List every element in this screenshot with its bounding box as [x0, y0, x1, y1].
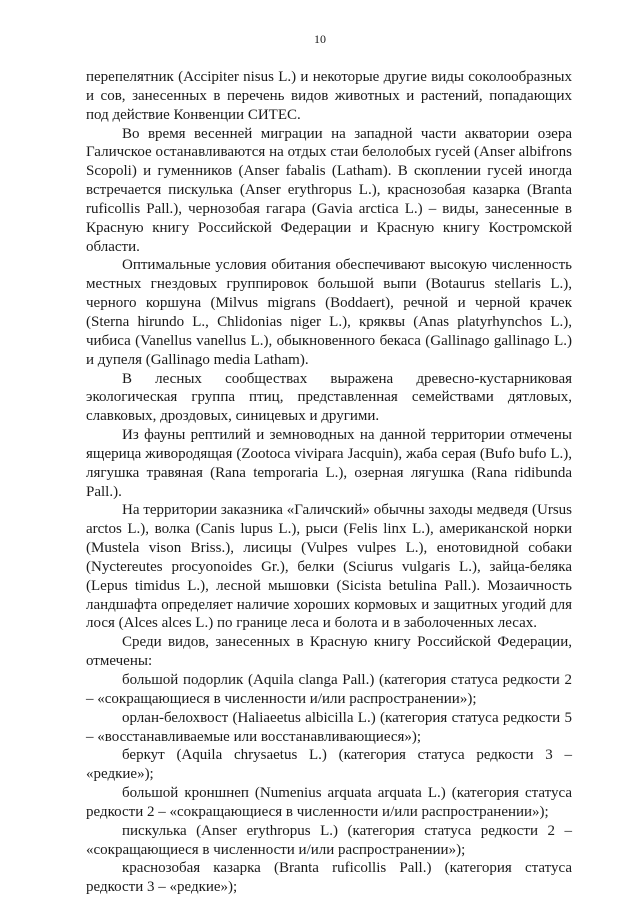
body-text — [86, 68, 572, 897]
list-item: большой кроншнеп (Numenius arquata arquata L.) (категория статуса редкости 2 – «сокращающиеся в численности и/или распространении»); — [86, 785, 572, 820]
paragraph: На территории заказника «Галичский» обычны заходы медведя (Ursus arctos L.), волка (Canis lupus L.), рыси (Felis linx L.), американской норки (Mustela vison Briss.), лисицы (Vulpes vulpes L.), енотовидной собаки (Nyctereutes procyonoides Gr.), белки (Sciurus vulgaris L.), зайца-беляка (Lepus timidus L.), лесной мышовки (Sicista betulina Pall.). Мозаичность ландшафта определяет наличие хороших кормовых и защитных угодий для лося (Alces alces L.) по границе леса и болота и в заболоченных лесах. — [86, 502, 572, 632]
list-item: большой подорлик (Aquila clanga Pall.) (категория статуса редкости 2 – «сокращающиеся в численности и/или распространении»); — [86, 672, 572, 707]
paragraph: Во время весенней миграции на западной части акватории озера Галичское останавливаются на отдых стаи белолобых гусей (Anser albifrons Scopoli) и гуменников (Anser fabalis (Latham). В скоплении гусей иногда встречается пискулька (Anser erythropus L.), краснозобая казарка (Branta ruficollis Pall.), чернозобая гагара (Gavia arctica L.) – виды, занесенные в Красную книгу Российской Федерации и Красную книгу Костромской области. — [86, 125, 572, 255]
paragraph: Среди видов, занесенных в Красную книгу Российской Федерации, отмечены: — [86, 634, 572, 670]
paragraph: Оптимальные условия обитания обеспечивают высокую численность местных гнездовых группировок большой выпи (Botaurus stellaris L.), черного коршуна (Milvus migrans (Boddaert), речной и черной крачек (Sterna hirundo L., Chlidonias niger L.), кряквы (Anas platyrhynchos L.), чибиса (Vanellus vanellus L.), обыкновенного бекаса (Gallinago gallinago L.) и дупеля (Gallinago media Latham). — [86, 257, 572, 368]
list-item: орлан-белохвост (Haliaeetus albicilla L.) (категория статуса редкости 5 – «восстанавливаемые или восстанавливающиеся»); — [86, 709, 572, 745]
list-item: пискулька (Anser erythropus L.) (категория статуса редкости 2 – «сокращающиеся в численности и/или распространении»); — [86, 822, 572, 858]
list-item: беркут (Aquila chrysaetus L.) (категория статуса редкости 3 – «редкие»); — [86, 747, 572, 783]
paragraph: Из фауны рептилий и земноводных на данной территории отмечены ящерица живородящая (Zootoca vivipara Jacquin), жаба серая (Bufo bufo L.), лягушка травяная (Rana temporaria L.), озерная лягушка (Rana ridibunda Pall.). — [86, 427, 572, 500]
paragraph: перепелятник (Accipiter nisus L.) и некоторые другие виды соколообразных и сов, занесенных в перечень видов животных и растений, попадающих под действие Конвенции СИТЕС. — [86, 69, 572, 123]
list-item: краснозобая казарка (Branta ruficollis Pall.) (категория статуса редкости 3 – «редкие»); — [86, 860, 572, 896]
page-number: 10 — [314, 32, 326, 46]
paragraph: В лесных сообществах выражена древесно-кустарниковая экологическая группа птиц, представленная семействами дятловых, славковых, дроздовых, синицевых и другими. — [86, 370, 572, 425]
